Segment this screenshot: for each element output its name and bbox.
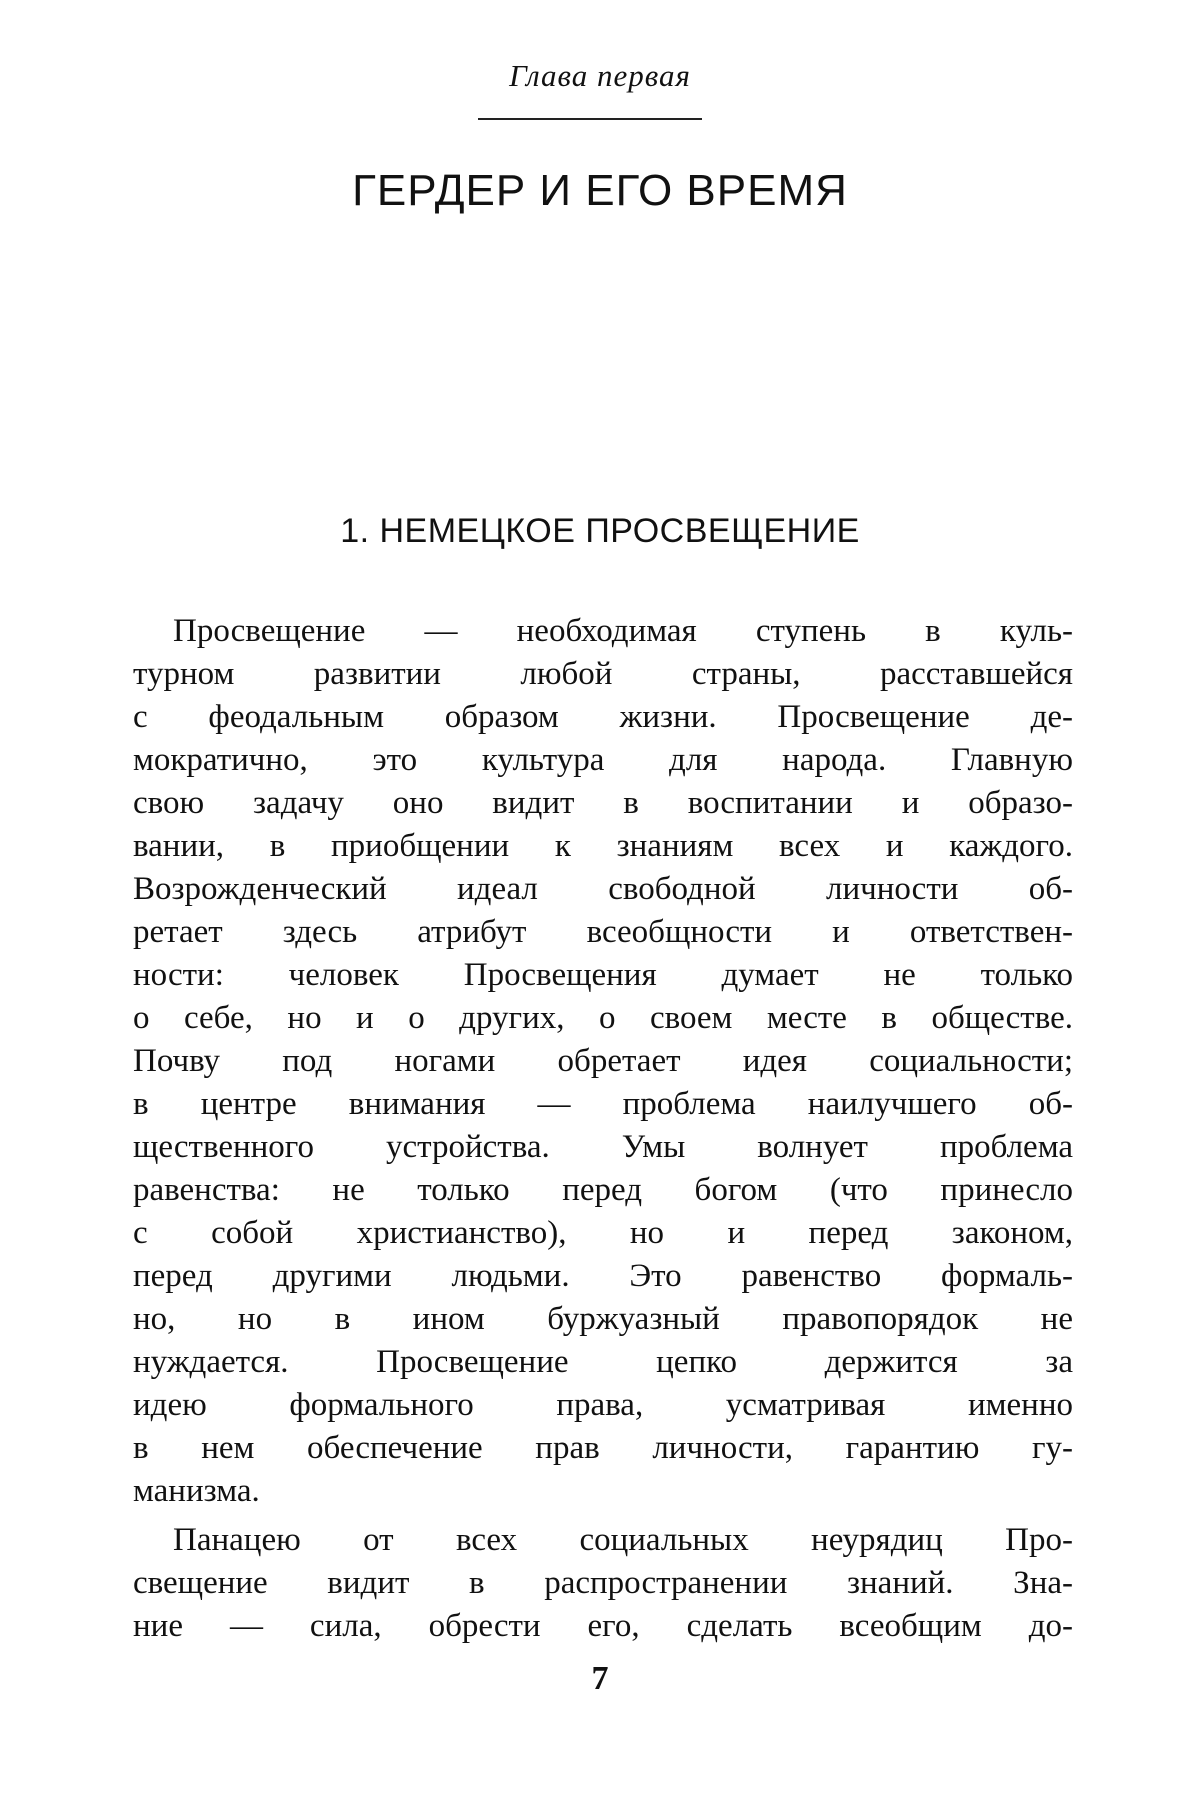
text-line: манизма. [133, 1473, 260, 1509]
text-line: о себе, но и о других, о своем месте в обществе. [133, 1000, 1073, 1036]
text-line: перед другими людьми. Это равенство формаль- [133, 1258, 1073, 1294]
text-line: Панацею от всех социальных неурядиц Про- [173, 1522, 1073, 1558]
text-line: идею формального права, усматривая именно [133, 1387, 1073, 1423]
text-line: вании, в приобщении к знаниям всех и каждого. [133, 828, 1073, 864]
text-line: Возрожденческий идеал свободной личности об- [133, 871, 1073, 907]
text-line: Почву под ногами обретает идея социальности; [133, 1043, 1073, 1079]
text-line: ретает здесь атрибут всеобщности и ответствен- [133, 914, 1073, 950]
text-line: ности: человек Просвещения думает не только [133, 957, 1073, 993]
text-line: ние — сила, обрести его, сделать всеобщим до- [133, 1608, 1073, 1644]
text-line: нуждается. Просвещение цепко держится за [133, 1344, 1073, 1380]
chapter-label: Глава первая [509, 58, 691, 93]
text-line: щественного устройства. Умы волнует проблема [133, 1129, 1073, 1165]
text-line: в центре внимания — проблема наилучшего об- [133, 1086, 1073, 1122]
text-line: свою задачу оно видит в воспитании и образо- [133, 785, 1073, 821]
text-line: с собой христианство), но и перед законом, [133, 1215, 1073, 1251]
text-line: в нем обеспечение прав личности, гарантию гу- [133, 1430, 1073, 1466]
text-line: равенства: не только перед богом (что принесло [133, 1172, 1073, 1208]
text-line: турном развитии любой страны, расставшейся [133, 656, 1073, 692]
text-line: с феодальным образом жизни. Просвещение де- [133, 699, 1073, 735]
text-line: Просвещение — необходимая ступень в куль- [173, 613, 1073, 649]
chapter-title: ГЕРДЕР И ЕГО ВРЕМЯ [352, 166, 848, 215]
text-line: мократично, это культура для народа. Главную [133, 742, 1073, 778]
text-line: но, но в ином буржуазный правопорядок не [133, 1301, 1073, 1337]
text-line: свещение видит в распространении знаний. Зна- [133, 1565, 1073, 1601]
section-title: 1. НЕМЕЦКОЕ ПРОСВЕЩЕНИЕ [340, 512, 860, 550]
page-number: 7 [591, 1660, 609, 1697]
body-text [133, 610, 1073, 1648]
chapter-divider [478, 118, 702, 120]
